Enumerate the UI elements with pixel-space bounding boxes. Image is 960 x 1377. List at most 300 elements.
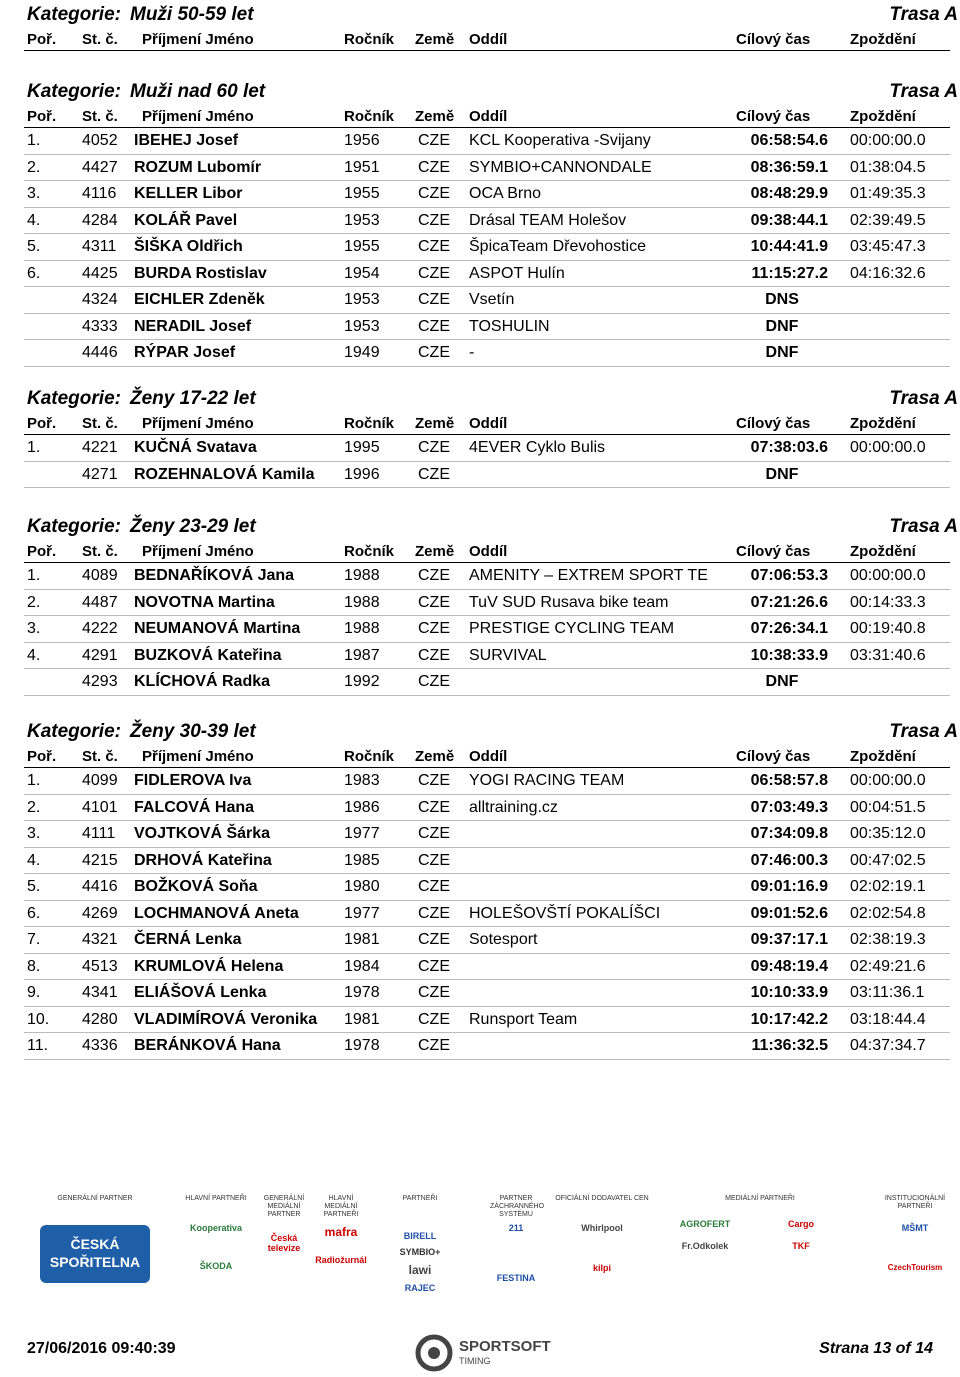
cell-zp: 02:38:19.3 xyxy=(850,931,926,948)
header-por: Poř. xyxy=(27,543,57,560)
cell-name: BEDNAŘÍKOVÁ Jana xyxy=(134,567,295,584)
cell-st: 4446 xyxy=(82,344,118,361)
cell-cas: DNS xyxy=(765,291,799,308)
page-number: Strana 13 of 14 xyxy=(819,1340,933,1357)
cell-cas: 11:15:27.2 xyxy=(751,264,828,282)
column-header-row xyxy=(24,747,950,768)
cell-rocnik: 1978 xyxy=(344,984,380,1001)
sportsoft-icon xyxy=(415,1334,455,1372)
cell-zeme: CZE xyxy=(418,132,450,149)
cell-st: 4291 xyxy=(82,646,118,664)
cell-por: 2. xyxy=(27,593,41,611)
table-row xyxy=(24,821,950,848)
table-row xyxy=(24,795,950,822)
ceska-sporitelna-text: ČESKÁ SPOŘITELNA xyxy=(49,1236,141,1270)
main-media-title: HLAVNÍ MEDIÁLNÍ PARTNEŘI xyxy=(323,1195,359,1218)
cell-por: 2. xyxy=(27,158,41,176)
cell-zeme: CZE xyxy=(418,825,450,842)
cell-name: FALCOVÁ Hana xyxy=(134,798,255,816)
cell-oddil: alltraining.cz xyxy=(469,798,558,816)
cell-rocnik: 1978 xyxy=(344,1037,380,1054)
cell-rocnik: 1988 xyxy=(344,620,380,637)
table-row xyxy=(24,208,950,235)
cell-cas: DNF xyxy=(765,344,799,361)
table-row xyxy=(24,643,950,670)
cell-name: EICHLER Zdeněk xyxy=(134,291,265,308)
category-header xyxy=(0,79,960,107)
lawi-logo: lawi xyxy=(408,1263,432,1277)
header-name: Příjmení Jméno xyxy=(142,31,254,48)
cell-name: BOŽKOVÁ Soňa xyxy=(134,878,258,895)
odkolek-logo: Fr.Odkolek xyxy=(681,1241,729,1251)
cell-zp: 04:37:34.7 xyxy=(850,1037,926,1054)
cell-oddil: ŠpicaTeam Dřevohostice xyxy=(469,238,646,255)
cell-rocnik: 1981 xyxy=(344,1010,380,1028)
symbio-logo: SYMBIO+ xyxy=(399,1247,441,1257)
table-row xyxy=(24,590,950,617)
table-row xyxy=(24,435,950,462)
category-name: Ženy 30-39 let xyxy=(130,721,256,742)
ceska-sporitelna-logo xyxy=(40,1225,150,1283)
cell-rocnik: 1983 xyxy=(344,772,380,789)
mafra-logo: mafra xyxy=(324,1225,358,1239)
cell-st: 4425 xyxy=(82,264,118,282)
header-name: Příjmení Jméno xyxy=(142,748,254,765)
cell-por: 6. xyxy=(27,904,41,922)
cell-por: 2. xyxy=(27,798,41,816)
cell-cas: 09:48:19.4 xyxy=(750,957,828,975)
table-row xyxy=(24,1007,950,1034)
trasa-label: Trasa A xyxy=(889,721,958,742)
cell-rocnik: 1953 xyxy=(344,211,380,229)
cell-st: 4284 xyxy=(82,211,118,229)
table-row xyxy=(24,669,950,696)
header-zpozdeni: Zpoždění xyxy=(850,108,916,125)
cell-name: BURDA Rostislav xyxy=(134,264,267,282)
table-row xyxy=(24,980,950,1007)
table-row xyxy=(24,563,950,590)
ceska-televize-logo: Česká televize xyxy=(267,1233,301,1253)
table-row xyxy=(24,901,950,928)
whirlpool-logo: Whirlpool xyxy=(581,1223,623,1233)
trasa-label: Trasa A xyxy=(889,388,958,409)
header-oddil: Oddíl xyxy=(469,543,508,560)
cell-por: 1. xyxy=(27,439,41,456)
cell-cas: 06:58:54.6 xyxy=(750,132,828,149)
column-header-row xyxy=(24,30,950,51)
cell-zp: 02:39:49.5 xyxy=(850,211,926,229)
main-media-partners xyxy=(312,1195,370,1320)
cell-por: 3. xyxy=(27,620,41,637)
cell-zeme: CZE xyxy=(418,904,450,922)
category-header xyxy=(0,514,960,542)
cell-zeme: CZE xyxy=(418,931,450,948)
header-oddil: Oddíl xyxy=(469,415,508,432)
cell-rocnik: 1995 xyxy=(344,439,380,456)
category-header xyxy=(0,719,960,747)
cell-cas: 07:21:26.6 xyxy=(750,593,828,611)
cell-oddil: SYMBIO+CANNONDALE xyxy=(469,158,652,176)
cell-cas: 07:38:03.6 xyxy=(750,439,828,456)
table-row xyxy=(24,927,950,954)
cell-por: 3. xyxy=(27,185,41,202)
category-name: Muži nad 60 let xyxy=(130,81,266,102)
cell-zeme: CZE xyxy=(418,211,450,229)
cell-rocnik: 1955 xyxy=(344,238,380,255)
category-name: Ženy 17-22 let xyxy=(130,388,256,409)
category-section xyxy=(0,79,960,367)
cell-zp: 00:00:00.0 xyxy=(850,772,926,789)
cell-cas: 07:46:00.3 xyxy=(750,851,828,869)
cell-cas: 08:48:29.9 xyxy=(750,185,828,202)
cell-cas: 09:01:16.9 xyxy=(750,878,828,895)
cell-oddil: ASPOT Hulín xyxy=(469,264,565,282)
header-zpozdeni: Zpoždění xyxy=(850,415,916,432)
header-cas: Cílový čas xyxy=(736,748,811,765)
category-label: Kategorie: xyxy=(27,81,121,102)
cell-por: 6. xyxy=(27,264,41,282)
cell-zeme: CZE xyxy=(418,567,450,584)
institutional-partners xyxy=(880,1195,950,1320)
kooperativa-logo: Kooperativa xyxy=(189,1223,242,1233)
cell-rocnik: 1988 xyxy=(344,567,380,584)
cell-zp: 00:35:12.0 xyxy=(850,825,926,842)
table-row xyxy=(24,616,950,643)
cell-cas: 11:36:32.5 xyxy=(751,1037,828,1054)
header-rocnik: Ročník xyxy=(344,108,395,125)
header-name: Příjmení Jméno xyxy=(142,415,254,432)
cell-rocnik: 1988 xyxy=(344,593,380,611)
cell-cas: 07:03:49.3 xyxy=(750,798,828,816)
cell-por: 1. xyxy=(27,132,41,149)
cell-name: BERÁNKOVÁ Hana xyxy=(134,1037,281,1054)
cell-name: NERADIL Josef xyxy=(134,317,252,335)
cell-cas: 06:58:57.8 xyxy=(750,772,828,789)
table-row xyxy=(24,768,950,795)
cell-rocnik: 1951 xyxy=(344,158,380,176)
cell-st: 4271 xyxy=(82,465,118,483)
cell-oddil: Drásal TEAM Holešov xyxy=(469,211,627,229)
cell-zp: 00:00:00.0 xyxy=(850,439,926,456)
cell-oddil: YOGI RACING TEAM xyxy=(469,772,625,789)
table-row xyxy=(24,462,950,489)
cell-cas: 09:38:44.1 xyxy=(750,211,828,229)
header-zeme: Země xyxy=(415,108,455,125)
cell-cas: 09:37:17.1 xyxy=(750,931,828,948)
cell-st: 4324 xyxy=(82,291,118,308)
header-por: Poř. xyxy=(27,108,57,125)
cell-zeme: CZE xyxy=(418,772,450,789)
header-oddil: Oddíl xyxy=(469,108,508,125)
rescue-211-logo: 211 xyxy=(508,1223,524,1233)
cell-st: 4333 xyxy=(82,317,118,335)
table-row xyxy=(24,874,950,901)
category-label: Kategorie: xyxy=(27,4,121,25)
cell-zp: 00:14:33.3 xyxy=(850,593,926,611)
cell-name: KELLER Libor xyxy=(134,185,243,202)
cell-name: LOCHMANOVÁ Aneta xyxy=(134,904,299,922)
institutional-title: INSTITUCIONÁLNÍ PARTNEŘI xyxy=(884,1195,946,1210)
table-row xyxy=(24,340,950,367)
cell-oddil: AMENITY – EXTREM SPORT TE xyxy=(469,567,708,584)
cell-por: 9. xyxy=(27,984,41,1001)
cell-st: 4269 xyxy=(82,904,118,922)
cell-rocnik: 1985 xyxy=(344,851,380,869)
cell-oddil: Vsetín xyxy=(469,291,515,308)
cell-por: 7. xyxy=(27,931,41,948)
cell-rocnik: 1992 xyxy=(344,673,380,690)
cell-cas: 10:44:41.9 xyxy=(750,238,828,255)
trasa-label: Trasa A xyxy=(889,516,958,537)
cell-st: 4487 xyxy=(82,593,118,611)
cell-st: 4293 xyxy=(82,673,118,690)
cell-por: 4. xyxy=(27,851,41,869)
cell-rocnik: 1954 xyxy=(344,264,380,282)
cell-cas: 10:38:33.9 xyxy=(750,646,828,664)
cell-zeme: CZE xyxy=(418,344,450,361)
header-cas: Cílový čas xyxy=(736,108,811,125)
header-por: Poř. xyxy=(27,31,57,48)
cell-por: 3. xyxy=(27,825,41,842)
category-label: Kategorie: xyxy=(27,388,121,409)
cell-st: 4341 xyxy=(82,984,118,1001)
cell-zp: 03:11:36.1 xyxy=(850,984,925,1001)
cell-name: ŠIŠKA Oldřich xyxy=(134,238,243,255)
trasa-label: Trasa A xyxy=(889,81,958,102)
header-oddil: Oddíl xyxy=(469,748,508,765)
cell-oddil: Runsport Team xyxy=(469,1010,578,1028)
cell-st: 4111 xyxy=(82,825,116,842)
cell-name: VOJTKOVÁ Šárka xyxy=(134,825,271,842)
radiozurnal-logo: Radiožurnál xyxy=(315,1255,367,1265)
cell-oddil: HOLEŠOVŠTÍ POKALÍŠCI xyxy=(469,904,661,922)
cell-rocnik: 1977 xyxy=(344,904,380,922)
category-label: Kategorie: xyxy=(27,721,121,742)
cell-cas: 08:36:59.1 xyxy=(750,158,828,176)
cell-zp: 00:00:00.0 xyxy=(850,132,926,149)
header-zeme: Země xyxy=(415,543,455,560)
cell-zp: 00:19:40.8 xyxy=(850,620,926,637)
cell-st: 4089 xyxy=(82,567,118,584)
cell-zp: 00:04:51.5 xyxy=(850,798,926,816)
cell-cas: DNF xyxy=(765,465,799,483)
header-zpozdeni: Zpoždění xyxy=(850,543,916,560)
cell-rocnik: 1987 xyxy=(344,646,380,664)
rajec-logo: RAJEC xyxy=(404,1283,436,1293)
media-partners xyxy=(660,1195,860,1320)
prices-partner xyxy=(550,1195,654,1320)
czechtourism-logo: CzechTourism xyxy=(887,1263,943,1272)
cell-zp: 04:16:32.6 xyxy=(850,264,926,282)
category-section xyxy=(0,2,960,51)
cell-oddil: TuV SUD Rusava bike team xyxy=(469,593,669,611)
column-header-row xyxy=(24,107,950,128)
cell-zeme: CZE xyxy=(418,439,450,456)
category-name: Muži 50-59 let xyxy=(130,4,254,25)
general-partner xyxy=(40,1195,150,1320)
cell-name: RÝPAR Josef xyxy=(134,344,236,361)
table-row xyxy=(24,234,950,261)
skoda-logo: ŠKODA xyxy=(199,1261,233,1271)
table-row xyxy=(24,314,950,341)
general-partner-title: GENERÁLNÍ PARTNER xyxy=(57,1195,133,1202)
category-section xyxy=(0,386,960,488)
header-zeme: Země xyxy=(415,748,455,765)
general-media-title: GENERÁLNÍ MEDIÁLNÍ PARTNER xyxy=(263,1195,305,1218)
cell-cas: 10:17:42.2 xyxy=(750,1010,828,1028)
sportsoft-logo xyxy=(415,1334,575,1372)
cell-name: VLADIMÍROVÁ Veronika xyxy=(134,1010,318,1028)
cell-zeme: CZE xyxy=(418,646,450,664)
cell-zeme: CZE xyxy=(418,158,450,176)
table-row xyxy=(24,848,950,875)
header-rocnik: Ročník xyxy=(344,748,395,765)
column-header-row xyxy=(24,414,950,435)
cell-zp: 00:47:02.5 xyxy=(850,851,926,869)
cell-st: 4416 xyxy=(82,878,118,895)
general-media-partner xyxy=(258,1195,310,1320)
cell-name: ROZUM Lubomír xyxy=(134,158,262,176)
cell-st: 4336 xyxy=(82,1037,118,1054)
cell-zeme: CZE xyxy=(418,238,450,255)
header-zpozdeni: Zpoždění xyxy=(850,31,916,48)
kilpi-logo: kilpi xyxy=(592,1263,611,1273)
cell-st: 4215 xyxy=(82,851,118,869)
cell-zeme: CZE xyxy=(418,878,450,895)
cell-rocnik: 1984 xyxy=(344,957,380,975)
header-zeme: Země xyxy=(415,31,455,48)
msmt-logo: MŠMT xyxy=(901,1223,929,1233)
header-rocnik: Ročník xyxy=(344,415,395,432)
cell-zeme: CZE xyxy=(418,317,450,335)
cell-name: NEUMANOVÁ Martina xyxy=(134,620,301,637)
cell-st: 4099 xyxy=(82,772,118,789)
cell-zeme: CZE xyxy=(418,620,450,637)
category-label: Kategorie: xyxy=(27,516,121,537)
header-st: St. č. xyxy=(82,415,118,432)
table-row xyxy=(24,954,950,981)
cell-zeme: CZE xyxy=(418,1037,450,1054)
cell-st: 4222 xyxy=(82,620,118,637)
page-footer xyxy=(0,1330,960,1376)
cell-rocnik: 1980 xyxy=(344,878,380,895)
header-cas: Cílový čas xyxy=(736,31,811,48)
cell-oddil: KCL Kooperativa -Svijany xyxy=(469,132,651,149)
cell-name: KOLÁŘ Pavel xyxy=(134,211,238,229)
cell-rocnik: 1981 xyxy=(344,931,380,948)
cell-name: KUČNÁ Svatava xyxy=(134,439,257,456)
category-section xyxy=(0,514,960,696)
cell-name: DRHOVÁ Kateřina xyxy=(134,851,272,869)
header-oddil: Oddíl xyxy=(469,31,508,48)
cell-cas: DNF xyxy=(765,317,799,335)
cell-zeme: CZE xyxy=(418,798,450,816)
table-row xyxy=(24,1033,950,1060)
print-timestamp: 27/06/2016 09:40:39 xyxy=(27,1340,176,1357)
cell-st: 4116 xyxy=(82,185,117,202)
cell-por: 10. xyxy=(27,1010,50,1028)
header-zpozdeni: Zpoždění xyxy=(850,748,916,765)
trasa-label: Trasa A xyxy=(889,4,958,25)
cell-por: 4. xyxy=(27,646,41,664)
cell-zp: 02:02:54.8 xyxy=(850,904,926,922)
header-rocnik: Ročník xyxy=(344,31,395,48)
table-row xyxy=(24,287,950,314)
header-name: Příjmení Jméno xyxy=(142,543,254,560)
cell-rocnik: 1953 xyxy=(344,317,380,335)
main-partners xyxy=(180,1195,252,1320)
cell-zp: 02:02:19.1 xyxy=(850,878,926,895)
media-partners-title: MEDIÁLNÍ PARTNEŘI xyxy=(725,1195,795,1202)
cell-cas: DNF xyxy=(765,673,799,690)
cell-zp: 03:18:44.4 xyxy=(850,1010,926,1028)
header-st: St. č. xyxy=(82,31,118,48)
cell-rocnik: 1953 xyxy=(344,291,380,308)
cell-zeme: CZE xyxy=(418,264,450,282)
cell-rocnik: 1996 xyxy=(344,465,380,483)
main-partners-title: HLAVNÍ PARTNEŘI xyxy=(185,1195,247,1202)
cell-st: 4280 xyxy=(82,1010,118,1028)
sportsoft-brand: SPORTSOFT xyxy=(459,1338,551,1355)
header-zeme: Země xyxy=(415,415,455,432)
header-name: Příjmení Jméno xyxy=(142,108,254,125)
cargo-logo: Cargo xyxy=(787,1219,814,1229)
cell-oddil: - xyxy=(469,344,475,361)
table-row xyxy=(24,261,950,288)
cell-por: 8. xyxy=(27,957,41,975)
cell-zeme: CZE xyxy=(418,593,450,611)
cell-por: 4. xyxy=(27,211,41,229)
cell-name: FIDLEROVA Iva xyxy=(134,772,252,789)
cell-st: 4311 xyxy=(82,238,117,255)
category-header xyxy=(0,2,960,30)
partners xyxy=(372,1195,468,1320)
header-cas: Cílový čas xyxy=(736,415,811,432)
cell-st: 4221 xyxy=(82,439,118,456)
cell-por: 5. xyxy=(27,238,41,255)
table-row xyxy=(24,128,950,155)
cell-name: ROZEHNALOVÁ Kamila xyxy=(134,465,315,483)
cell-rocnik: 1986 xyxy=(344,798,380,816)
cell-name: NOVOTNA Martina xyxy=(134,593,275,611)
cell-name: KLÍCHOVÁ Radka xyxy=(134,673,271,690)
cell-rocnik: 1977 xyxy=(344,825,380,842)
cell-zeme: CZE xyxy=(418,1010,450,1028)
cell-zeme: CZE xyxy=(418,851,450,869)
cell-zp: 03:31:40.6 xyxy=(850,646,926,664)
cell-zp: 03:45:47.3 xyxy=(850,238,926,255)
cell-name: BUZKOVÁ Kateřina xyxy=(134,646,282,664)
cell-por: 11. xyxy=(27,1037,49,1054)
header-por: Poř. xyxy=(27,415,57,432)
cell-cas: 07:06:53.3 xyxy=(750,567,828,584)
cell-zeme: CZE xyxy=(418,291,450,308)
cell-zeme: CZE xyxy=(418,185,450,202)
partners-title: PARTNEŘI xyxy=(402,1195,438,1202)
cell-rocnik: 1949 xyxy=(344,344,380,361)
sponsor-bar xyxy=(0,1195,960,1320)
cell-rocnik: 1955 xyxy=(344,185,380,202)
cell-por: 1. xyxy=(27,567,41,584)
cell-st: 4321 xyxy=(82,931,118,948)
prices-title: OFICIÁLNÍ DODAVATEL CEN xyxy=(555,1195,649,1202)
table-row xyxy=(24,155,950,182)
tkf-logo: TKF xyxy=(792,1241,810,1251)
cell-zp: 02:49:21.6 xyxy=(850,957,926,975)
header-por: Poř. xyxy=(27,748,57,765)
cell-zeme: CZE xyxy=(418,984,450,1001)
header-st: St. č. xyxy=(82,543,118,560)
